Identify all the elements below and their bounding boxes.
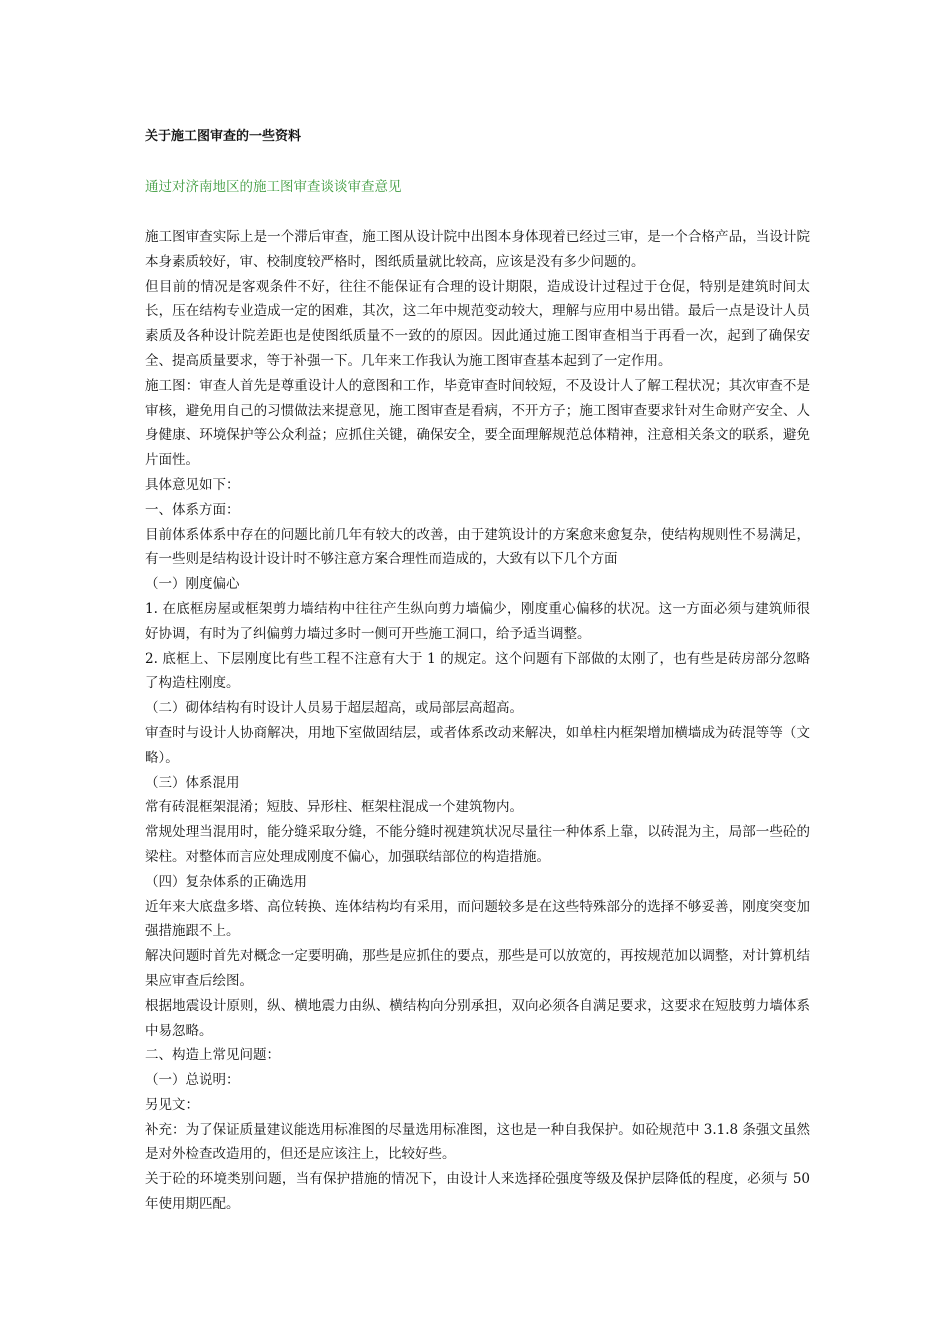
paragraph: 具体意见如下： <box>145 476 240 493</box>
subsection-heading: （一）刚度偏心 <box>145 576 240 593</box>
paragraph: 近年来大底盘多塔、高位转换、连体结构均有采用，而问题较多是在这些特殊部分的选择不够妥善，刚度突变加强措施跟不上。 <box>145 898 810 940</box>
paragraph: 常有砖混框架混淆；短肢、异形柱、框架柱混成一个建筑物内。 <box>145 799 523 816</box>
document-subtitle: 通过对济南地区的施工图审查谈谈审查意见 <box>145 179 402 195</box>
section-heading: 二、构造上常见问题： <box>145 1047 280 1064</box>
paragraph: 但目前的情况是客观条件不好，往往不能保证有合理的设计期限，造成设计过程过于仓促，特别是建筑时间太长，压在结构专业造成一定的困难，其次，这二年中规范变动较大，理解与应用中易出错。最后一点是设计人员素质及各种设计院差距也是使图纸质量不一致的的原因。因此通过施工图审查相当于再看一次，起到了确保安全、提高质量要求，等于补强一下。几年来工作我认为施工图审查基本起到了一定作用。 <box>145 278 810 369</box>
paragraph: 补充：为了保证质量建议能选用标准图的尽量选用标准图，这也是一种自我保护。如砼规范中 3.1.8 条强文虽然是对外检查改造用的，但还是应该注上，比较好些。 <box>145 1121 810 1163</box>
paragraph: 另见文： <box>145 1096 199 1113</box>
paragraph: 审查时与设计人协商解决，用地下室做固结层，或者体系改动来解决，如单柱内框架增加横墙成为砖混等等（文略）。 <box>145 724 810 766</box>
paragraph: 1. 在底框房屋或框架剪力墙结构中往往产生纵向剪力墙偏少，刚度重心偏移的状况。这一方面必须与建筑师很好协调，有时为了纠偏剪力墙过多时一侧可开些施工洞口，给予适当调整。 <box>145 600 810 642</box>
subsection-heading: （二）砌体结构有时设计人员易于超层超高，或局部层高超高。 <box>145 700 523 717</box>
subsection-heading: （三）体系混用 <box>145 774 240 791</box>
paragraph: 关于砼的环境类别问题，当有保护措施的情况下，由设计人来选择砼强度等级及保护层降低的程度，必须与 50 年使用期匹配。 <box>145 1171 810 1213</box>
paragraph: 施工图审查实际上是一个滞后审查，施工图从设计院中出图本身体现着已经过三审，是一个合格产品，当设计院本身素质较好，审、校制度较严格时，图纸质量就比较高，应该是没有多少问题的。 <box>145 229 810 270</box>
subsection-heading: （四）复杂体系的正确选用 <box>145 873 307 890</box>
paragraph: 解决问题时首先对概念一定要明确，那些是应抓住的要点，那些是可以放宽的，再按规范加以调整，对计算机结果应审查后绘图。 <box>145 948 810 989</box>
subsection-heading: （一）总说明： <box>145 1072 240 1089</box>
paragraph: 2. 底框上、下层刚度比有些工程不注意有大于 1 的规定。这个问题有下部做的太刚了，也有些是砖房部分忽略了构造柱刚度。 <box>145 650 810 692</box>
paragraph: 目前体系体系中存在的问题比前几年有较大的改善，由于建筑设计的方案愈来愈复杂，使结构规则性不易满足，有一些则是结构设计设计时不够注意方案合理性而造成的，大致有以下几个方面 <box>145 526 810 568</box>
paragraph: 根据地震设计原则，纵、横地震力由纵、横结构向分别承担，双向必须各自满足要求，这要求在短肢剪力墙体系中易忽略。 <box>145 997 810 1039</box>
paragraph: 常规处理当混用时，能分缝采取分缝，不能分缝时视建筑状况尽量往一种体系上靠，以砖混为主，局部一些砼的梁柱。对整体而言应处理成刚度不偏心，加强联结部位的构造措施。 <box>145 824 810 865</box>
paragraph: 施工图：审查人首先是尊重设计人的意图和工作，毕竟审查时间较短，不及设计人了解工程状况；其次审查不是审核，避免用自己的习惯做法来提意见，施工图审查是看病，不开方子；施工图审查要求针对生命财产安全、人身健康、环境保护等公众利益；应抓住关键，确保安全，要全面理解规范总体精神，注意相关条文的联系，避免片面性。 <box>145 377 810 469</box>
section-heading: 一、体系方面： <box>145 501 240 518</box>
document-body <box>145 225 810 1217</box>
document-title: 关于施工图审查的一些资料 <box>145 129 302 144</box>
